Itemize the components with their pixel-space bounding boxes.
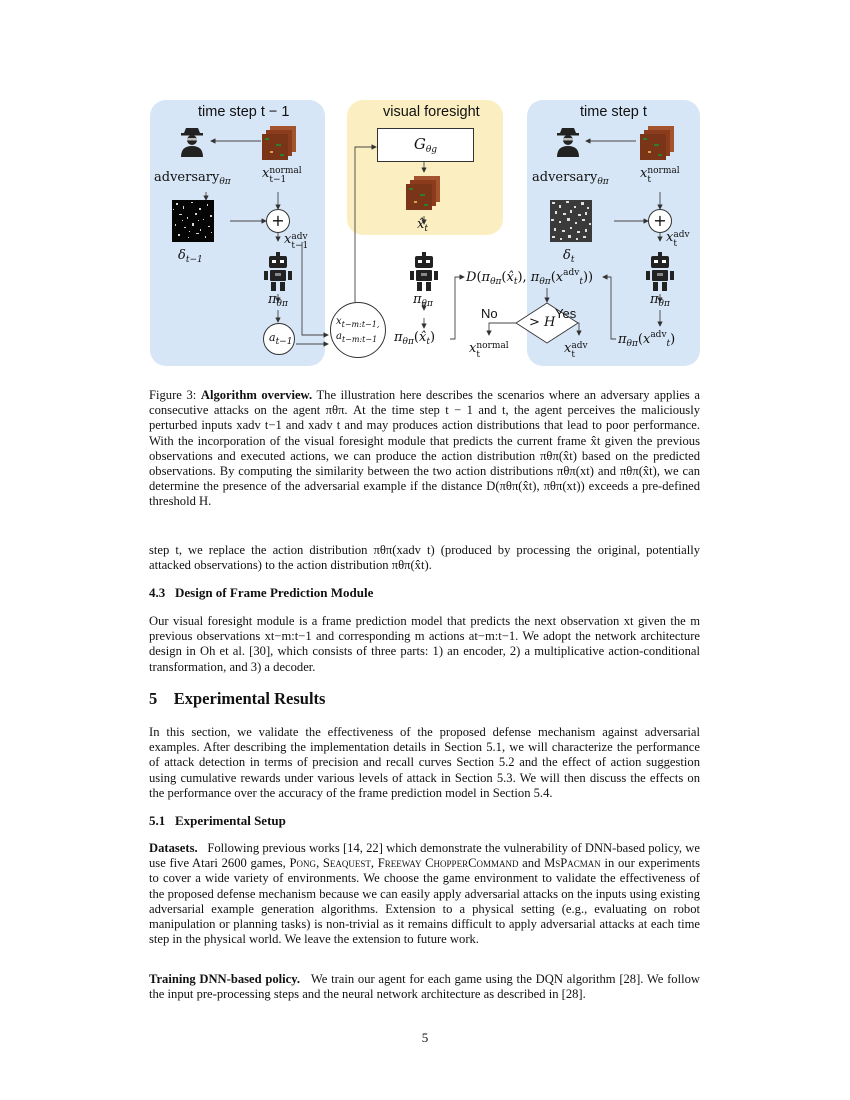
x-normal-label-right: x normal t [640, 166, 680, 185]
paragraph-4-3: Our visual foresight module is a frame prediction model that predicts the next observation xt given the m previous observations xt−m:t−1 and corresponding m actions at−m:t−1. We adopt the network architecture design in Oh et al. [30], which consists of three parts: 1) an encoder, 2) a multiplicative action-conditional transformation, and 3) a decoder. [149, 614, 700, 674]
paragraph-step: step t, we replace the action distribution πθπ(xadv t) (produced by processing the original, potentially attacked observations) to the action distribution πθπ(x̂t). [149, 543, 700, 573]
game-mspacman: MsPacman [544, 856, 601, 871]
add-perturbation-right: + [648, 209, 672, 233]
x-adv-label-right: x adv t [666, 230, 690, 249]
training-lead: Training DNN-based policy. [149, 972, 300, 986]
paragraph-datasets: Datasets. Following previous works [14, 22] which demonstrate the vulnerability of DNN-based policy, we use five Atari 2600 games, Pong, Seaquest, Freeway ChopperCommand and MsPacman in our experiments to cover a wide variety of environments. We choose the game environment to validate the effectiveness of the proposed defense mechanism because we can easily apply adversarial attacks on the inputs using existing adversarial example generation algorithms. Extension to a physical setting (e.g., evaluating on robot manipulation or planning tasks) is non-trivial as it remains difficult to apply adversarial attacks at each time step in the physical world. We leave the extension to future work. [149, 841, 701, 947]
policy-label-right: $\pi_{\theta\pi}$ [650, 292, 670, 309]
delta-label-left: $\delta_{t-1}$ [178, 248, 203, 265]
panel-title-visual-foresight: visual foresight [383, 104, 480, 120]
game-seaquest: Seaquest [322, 856, 371, 871]
panel-title-t-minus-1: time step t − 1 [198, 104, 290, 120]
x-adv-label-left: x adv t−1 [284, 232, 309, 251]
predicted-frame-stack-icon [406, 176, 440, 210]
adversary-label-left: adversary$_{\theta\pi}$ [154, 170, 231, 187]
section-4-3-heading: 4.3 Design of Frame Prediction Module [149, 585, 374, 600]
game-pong: Pong [289, 856, 317, 871]
section-5-heading: 5 Experimental Results [149, 689, 326, 708]
agent-robot-icon-center [410, 252, 438, 292]
caption-body: The illustration here describes the scenarios where an adversary applies a consecutive attacks on the agent πθπ. At the time step t − 1 and t, the agent perceives the maliciously perturbed inputs xadv t−1 and xadv t and may produces action distributions that lead to poor performance. With the incorporation of the visual foresight module that predicts the current frame x̂t given the previous observations and executed actions, we can produce the action distribution πθπ(x̂t) based on the predicted observations. By computing the similarity between the two action distributions πθπ(xt) and πθπ(x̂t), we can determine the presence of the adversarial example if the distance D(πθπ(x̂t), πθπ(xt)) exceeds a pre-defined threshold H. [149, 388, 701, 509]
action-label-left: $a_{t-1}$ [269, 331, 293, 347]
adversary-icon-right [554, 126, 582, 158]
agent-robot-icon-left [264, 252, 292, 292]
agent-robot-icon-right [646, 252, 674, 292]
decision-no-label: No [481, 306, 498, 321]
game-choppercommand: ChopperCommand [425, 856, 519, 871]
paragraph-5-intro: In this section, we validate the effectiveness of the proposed defense mechanism against adversarial examples. After describing the implementation details in Section 5.1, we will characterize the performance of attack detection in terms of precision and recall curves Section 5.2 and the effect of action suggestion using cumulative rewards under various levels of attack in Section 5.3. We will then discuss the effects on the performance over the accuracy of the frame prediction model in Section 5.4. [149, 725, 700, 800]
section-5-1-heading: 5.1 Experimental Setup [149, 813, 286, 828]
policy-label-center: $\pi_{\theta\pi}$ [413, 292, 433, 309]
algorithm-overview-figure [148, 96, 704, 368]
normal-frame-stack-icon-right [640, 126, 674, 160]
paragraph-training: Training DNN-based policy. We train our agent for each game using the DQN algorithm [28]. We follow the input pre-processing steps and the neural network architecture as described in [28]. [149, 972, 700, 1002]
x-hat-label: $x̂_t$ [417, 217, 428, 234]
page-number: 5 [421, 1030, 429, 1045]
frame-generator-box: $G_{\theta g}$ [377, 128, 474, 162]
add-perturbation-left: + [266, 209, 290, 233]
game-freeway: Freeway [377, 856, 422, 871]
perturbation-noise-image-right [550, 200, 592, 242]
adversary-label-right: adversary$_{\theta\pi}$ [532, 170, 609, 187]
threshold-label: > H [529, 315, 556, 330]
delta-label-right: $\delta_t$ [563, 248, 575, 265]
caption-label: Figure 3: [149, 388, 197, 402]
history-memory-label: $x_{t-m:t-1,}$ $a_{t-m:t-1}$ [336, 316, 380, 344]
normal-frame-stack-icon [262, 126, 296, 160]
datasets-lead: Datasets. [149, 841, 198, 855]
output-x-adv-label: x adv t [564, 341, 588, 360]
distance-label: $D(\pi_{\theta\pi}(x̂_t)$, $\pi_{\theta\pi}(x^{adv}_t)$) [466, 268, 594, 287]
caption-title: Algorithm overview. [200, 388, 313, 402]
output-x-normal-label: x normal t [469, 341, 509, 360]
predicted-policy-output-label: $\pi_{\theta\pi}(x̂_t)$ [394, 330, 436, 347]
x-normal-label-left: x normal t−1 [262, 166, 302, 185]
adversary-icon [178, 126, 206, 158]
decision-yes-label: Yes [555, 306, 577, 321]
policy-label-left: $\pi_{\theta\pi}$ [268, 292, 288, 309]
figure-caption [149, 388, 700, 510]
panel-title-t: time step t [580, 104, 647, 120]
adv-policy-output-label: $\pi_{\theta\pi}(x^{adv}_t)$ [618, 330, 676, 349]
perturbation-noise-image [172, 200, 214, 242]
